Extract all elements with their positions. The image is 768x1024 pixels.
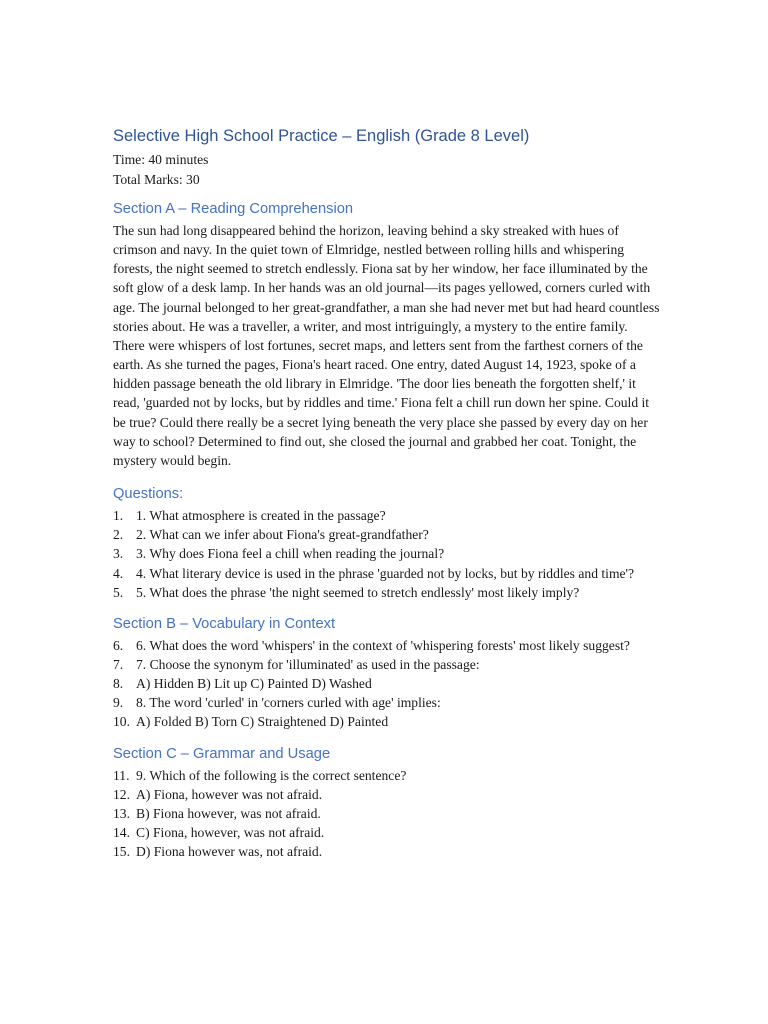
list-item-number: 12. (113, 786, 130, 802)
questions-list (113, 506, 661, 602)
list-item-text: 5. What does the phrase 'the night seemed to stretch endlessly' most likely imply? (136, 584, 580, 600)
list-item-text: 9. Which of the following is the correct sentence? (136, 767, 407, 783)
list-item (113, 804, 661, 823)
section-c-list (113, 766, 661, 862)
list-item-number: 10. (113, 714, 130, 730)
section-c-heading: Section C – Grammar and Usage (113, 745, 331, 762)
list-item-text: D) Fiona however was, not afraid. (136, 844, 323, 860)
section-a-heading: Section A – Reading Comprehension (113, 201, 354, 217)
list-item (113, 564, 661, 583)
total-marks: Total Marks: 30 (113, 171, 200, 187)
list-item (113, 842, 661, 861)
section-b-list (113, 636, 661, 732)
list-item (113, 506, 661, 525)
list-item-text: 1. What atmosphere is created in the passage? (136, 508, 386, 524)
list-item (113, 693, 661, 712)
list-item-number: 13. (113, 805, 130, 821)
list-item-text: 6. What does the word 'whispers' in the context of 'whispering forests' most likely suggest? (136, 637, 630, 653)
list-item-text: B) Fiona however, was not afraid. (136, 805, 321, 821)
list-item (113, 544, 661, 563)
list-item (113, 583, 661, 602)
list-item-number: 4. (113, 565, 124, 581)
list-item-number: 5. (113, 584, 124, 600)
list-item-number: 3. (113, 546, 124, 562)
list-item-text: 2. What can we infer about Fiona's great-grandfather? (136, 527, 429, 543)
list-item (113, 674, 661, 693)
list-item (113, 712, 661, 731)
list-item-number: 2. (113, 527, 124, 543)
list-item-number: 6. (113, 637, 124, 653)
list-item-text: A) Folded B) Torn C) Straightened D) Painted (136, 714, 389, 730)
list-item (113, 525, 661, 544)
list-item-number: 14. (113, 825, 130, 841)
list-item-text: A) Fiona, however was not afraid. (136, 786, 323, 802)
section-b-heading: Section B – Vocabulary in Context (113, 615, 336, 632)
list-item-text: A) Hidden B) Lit up C) Painted D) Washed (136, 676, 372, 692)
reading-passage: The sun had long disappeared behind the horizon, leaving behind a sky streaked with hues of crimson and navy. In the quiet town of Elmridge, nestled between rolling hills and whispering forests, the night seemed to stretch endlessly. Fiona sat by her window, her face illuminated by the soft glow of a desk lamp. In her hands was an old journal—its pages yellowed, corners curled with age. The journal belonged to her great-grandfather, a man she had never met but had heard countless stories about. He was a traveller, a writer, and most intriguingly, a mystery to the entire family. There were whispers of lost fortunes, secret maps, and letters sent from the farthest corners of the earth. As she turned the pages, Fiona's heart raced. One entry, dated August 14, 1923, spoke of a hidden passage beneath the old library in Elmridge. 'The door lies beneath the forgotten shelf,' it read, 'guarded not by locks, but by riddles and time.' Fiona felt a chill run down her spine. Could it be true? Could there really be a secret lying beneath the very place she passed by every day on her way to school? Determined to find out, she closed the journal and grabbed her coat. Tonight, the mystery would begin. (113, 223, 660, 468)
list-item-number: 1. (113, 508, 124, 524)
document-title: Selective High School Practice – English (Grade 8 Level) (113, 127, 530, 145)
list-item-text: 3. Why does Fiona feel a chill when reading the journal? (136, 546, 445, 562)
list-item-text: 7. Choose the synonym for 'illuminated' as used in the passage: (136, 656, 480, 672)
list-item-number: 15. (113, 844, 130, 860)
document-content (113, 124, 661, 861)
list-item-text: 4. What literary device is used in the phrase 'guarded not by locks, but by riddles and time'? (136, 565, 635, 581)
list-item (113, 766, 661, 785)
list-item-number: 11. (113, 767, 130, 783)
list-item (113, 655, 661, 674)
list-item (113, 785, 661, 804)
list-item-number: 8. (113, 676, 124, 692)
list-item-number: 7. (113, 656, 124, 672)
list-item (113, 636, 661, 655)
list-item-text: C) Fiona, however, was not afraid. (136, 825, 325, 841)
list-item-text: 8. The word 'curled' in 'corners curled with age' implies: (136, 695, 441, 711)
list-item-number: 9. (113, 695, 124, 711)
exam-time: Time: 40 minutes (113, 152, 209, 167)
questions-heading: Questions: (113, 486, 184, 503)
list-item (113, 823, 661, 842)
